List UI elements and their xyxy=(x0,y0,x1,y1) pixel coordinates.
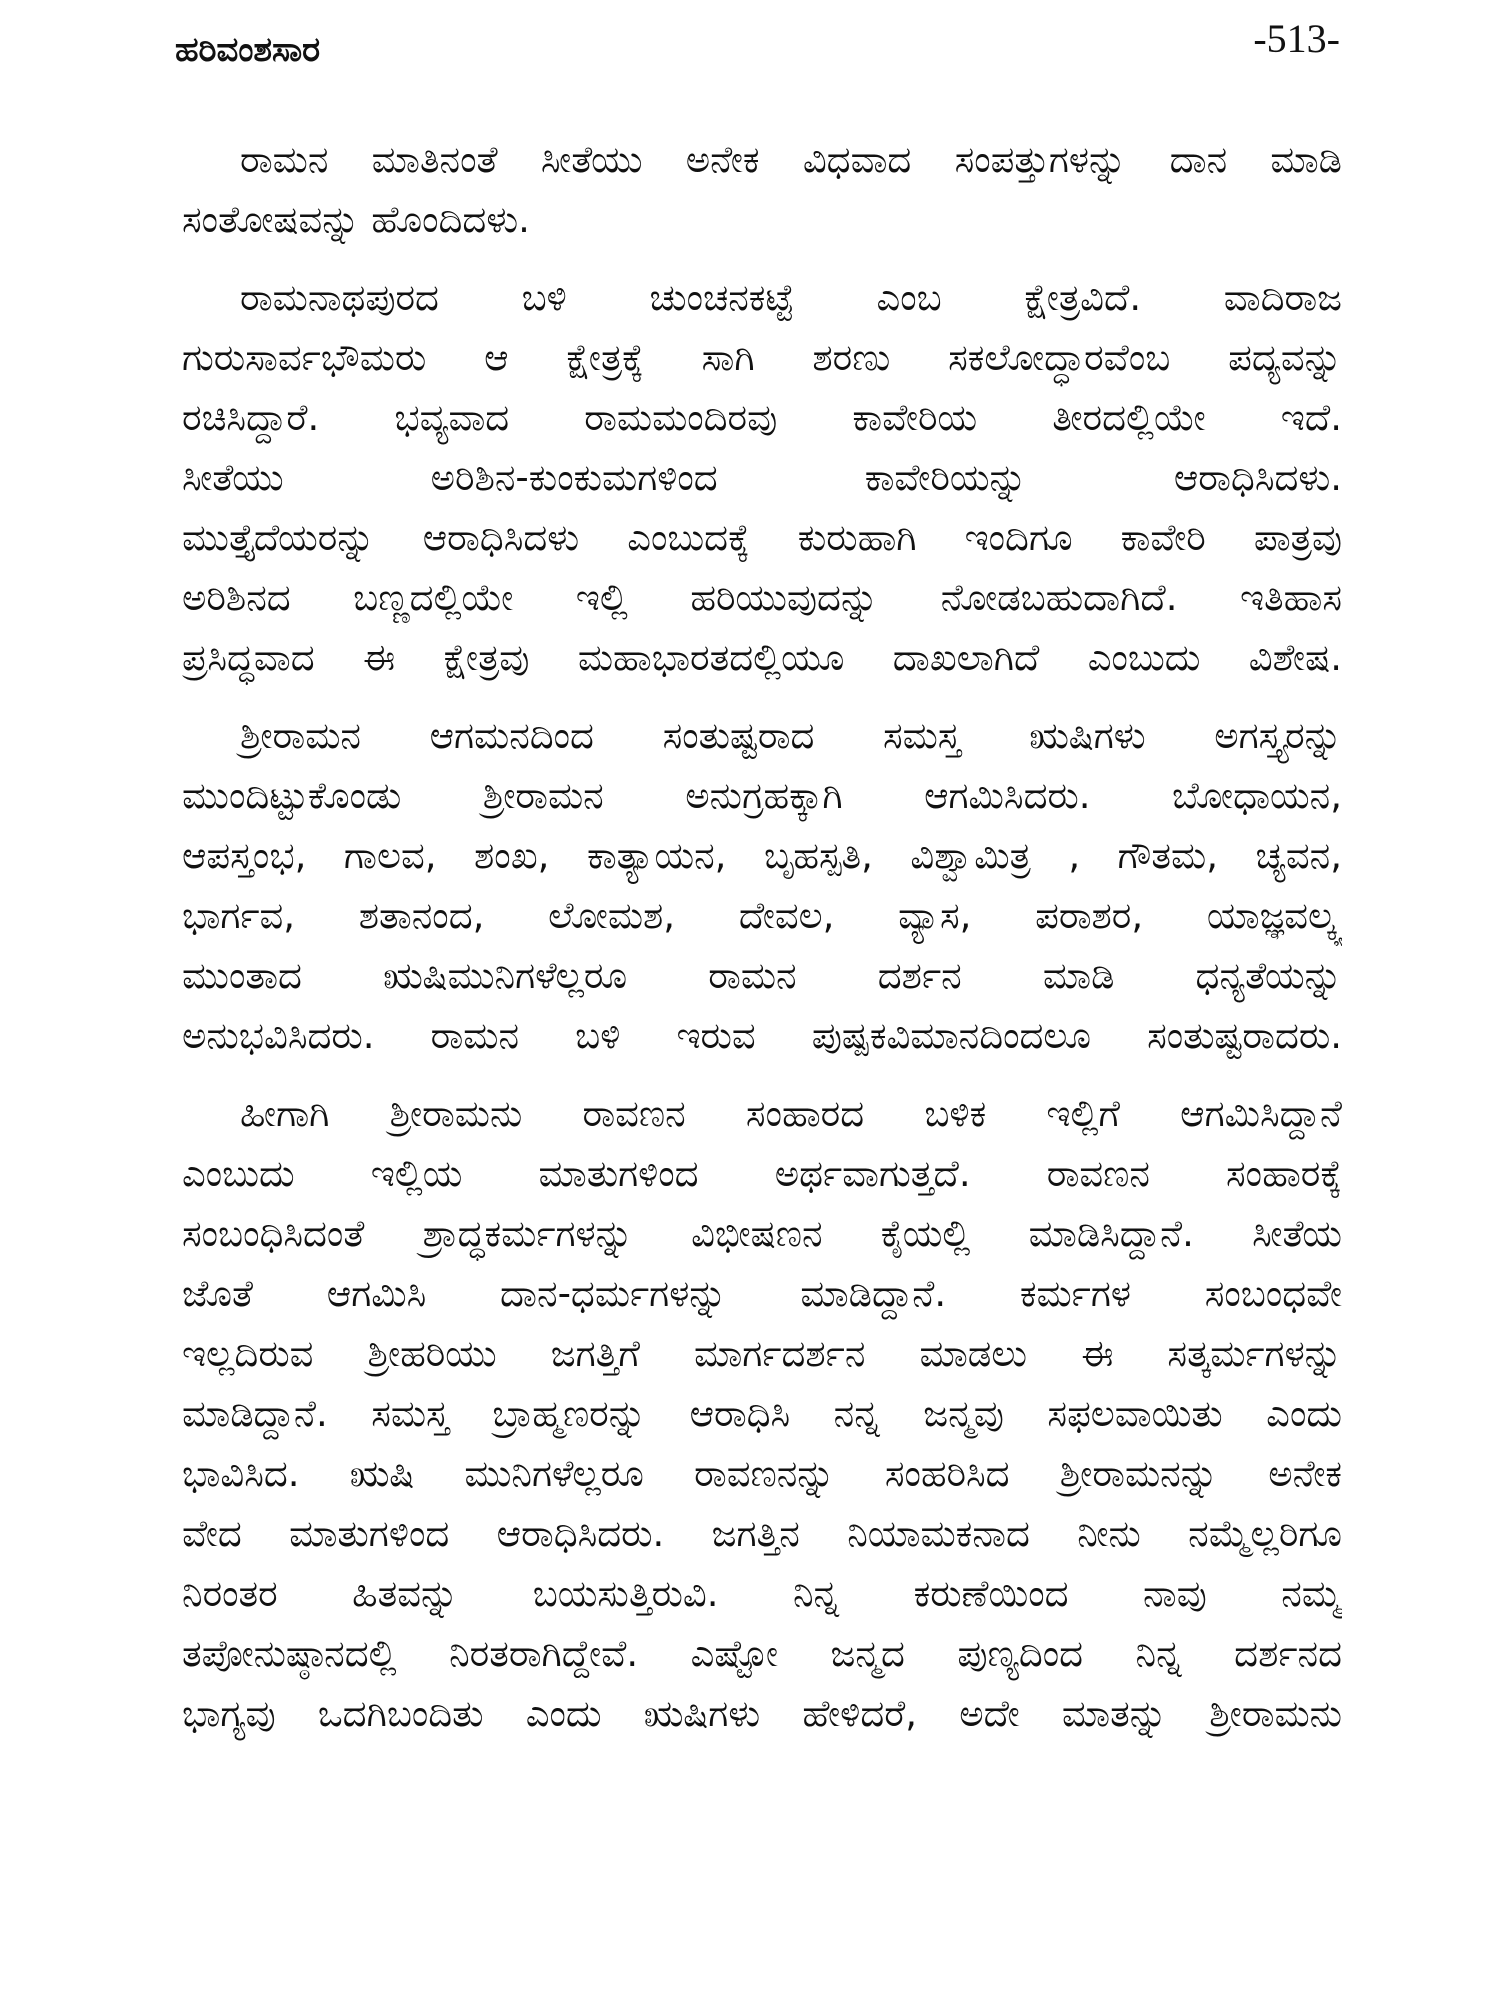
text-line: ಇಲ್ಲದಿರುವ ಶ್ರೀಹರಿಯು ಜಗತ್ತಿಗೆ ಮಾರ್ಗದರ್ಶನ ಮಾಡಲು ಈ ಸತ್ಕರ್ಮಗಳನ್ನು xyxy=(182,1332,1342,1375)
text-line: ಅನುಭವಿಸಿದರು. ರಾಮನ ಬಳಿ ಇರುವ ಪುಷ್ಪಕವಿಮಾನದಿಂದಲೂ ಸಂತುಷ್ಟರಾದರು. xyxy=(182,1014,1342,1057)
text-line: ಪ್ರಸಿದ್ಧವಾದ ಈ ಕ್ಷೇತ್ರವು ಮಹಾಭಾರತದಲ್ಲಿಯೂ ದಾಖಲಾಗಿದೆ ಎಂಬುದು ವಿಶೇಷ. xyxy=(182,636,1342,679)
text-line: ಸಂತೋಷವನ್ನು ಹೊಂದಿದಳು. xyxy=(182,198,530,241)
paragraph-1 xyxy=(182,130,1342,250)
text-line: ಎಂಬುದು ಇಲ್ಲಿಯ ಮಾತುಗಳಿಂದ ಅರ್ಥವಾಗುತ್ತದೆ. ರಾವಣನ ಸಂಹಾರಕ್ಕೆ xyxy=(182,1152,1342,1195)
text-line: ರಚಿಸಿದ್ದಾರೆ. ಭವ್ಯವಾದ ರಾಮಮಂದಿರವು ಕಾವೇರಿಯ ತೀರದಲ್ಲಿಯೇ ಇದೆ. xyxy=(182,396,1342,439)
text-line: ಭಾಗ್ಯವು ಒದಗಿಬಂದಿತು ಎಂದು ಋಷಿಗಳು ಹೇಳಿದರೆ, ಅದೇ ಮಾತನ್ನು ಶ್ರೀರಾಮನು xyxy=(182,1692,1342,1735)
body-text xyxy=(182,130,1342,1762)
text-line: ಮಾಡಿದ್ದಾನೆ. ಸಮಸ್ತ ಬ್ರಾಹ್ಮಣರನ್ನು ಆರಾಧಿಸಿ ನನ್ನ ಜನ್ಮವು ಸಫಲವಾಯಿತು ಎಂದು xyxy=(182,1392,1342,1435)
text-line: ಆಪಸ್ತಂಭ, ಗಾಲವ, ಶಂಖ, ಕಾತ್ಯಾಯನ, ಬೃಹಸ್ಪತಿ, ವಿಶ್ವಾಮಿತ್ರ , ಗೌತಮ, ಚ್ಯವನ, xyxy=(182,834,1342,877)
text-line: ಸೀತೆಯು ಅರಿಶಿನ-ಕುಂಕುಮಗಳಿಂದ ಕಾವೇರಿಯನ್ನು ಆರಾಧಿಸಿದಳು. xyxy=(182,456,1342,499)
text-line: ತಪೋನುಷ್ಠಾನದಲ್ಲಿ ನಿರತರಾಗಿದ್ದೇವೆ. ಎಷ್ಟೋ ಜನ್ಮದ ಪುಣ್ಯದಿಂದ ನಿನ್ನ ದರ್ಶನದ xyxy=(182,1632,1342,1675)
text-line: ಮುತ್ತೈದೆಯರನ್ನು ಆರಾಧಿಸಿದಳು ಎಂಬುದಕ್ಕೆ ಕುರುಹಾಗಿ ಇಂದಿಗೂ ಕಾವೇರಿ ಪಾತ್ರವು xyxy=(182,516,1342,559)
text-line: ಜೊತೆ ಆಗಮಿಸಿ ದಾನ-ಧರ್ಮಗಳನ್ನು ಮಾಡಿದ್ದಾನೆ. ಕರ್ಮಗಳ ಸಂಬಂಧವೇ xyxy=(182,1272,1342,1315)
text-line: ಭಾರ್ಗವ, ಶತಾನಂದ, ಲೋಮಶ, ದೇವಲ, ವ್ಯಾಸ, ಪರಾಶರ, ಯಾಜ್ಞವಲ್ಕ್ಯ xyxy=(182,894,1342,937)
text-line: ಭಾವಿಸಿದ. ಋಷಿ ಮುನಿಗಳೆಲ್ಲರೂ ರಾವಣನನ್ನು ಸಂಹರಿಸಿದ ಶ್ರೀರಾಮನನ್ನು ಅನೇಕ xyxy=(182,1452,1342,1495)
text-line: ಗುರುಸಾರ್ವಭೌಮರು ಆ ಕ್ಷೇತ್ರಕ್ಕೆ ಸಾಗಿ ಶರಣು ಸಕಲೋದ್ಧಾರವೆಂಬ ಪದ್ಯವನ್ನು xyxy=(182,336,1342,379)
text-line: ಸಂಬಂಧಿಸಿದಂತೆ ಶ್ರಾದ್ಧಕರ್ಮಗಳನ್ನು ವಿಭೀಷಣನ ಕೈಯಲ್ಲಿ ಮಾಡಿಸಿದ್ದಾನೆ. ಸೀತೆಯ xyxy=(182,1212,1342,1255)
text-line: ರಾಮನಾಥಪುರದ ಬಳಿ ಚುಂಚನಕಟ್ಟೆ ಎಂಬ ಕ್ಷೇತ್ರವಿದೆ. ವಾದಿರಾಜ xyxy=(240,276,1342,319)
paragraph-2 xyxy=(182,268,1342,688)
text-line: ರಾಮನ ಮಾತಿನಂತೆ ಸೀತೆಯು ಅನೇಕ ವಿಧವಾದ ಸಂಪತ್ತುಗಳನ್ನು ದಾನ ಮಾಡಿ xyxy=(240,138,1342,181)
text-line: ವೇದ ಮಾತುಗಳಿಂದ ಆರಾಧಿಸಿದರು. ಜಗತ್ತಿನ ನಿಯಾಮಕನಾದ ನೀನು ನಮ್ಮೆಲ್ಲರಿಗೂ xyxy=(182,1512,1342,1555)
text-line: ಶ್ರೀರಾಮನ ಆಗಮನದಿಂದ ಸಂತುಷ್ಟರಾದ ಸಮಸ್ತ ಋಷಿಗಳು ಅಗಸ್ತ್ಯರನ್ನು xyxy=(240,714,1342,757)
paragraph-4 xyxy=(182,1084,1342,1744)
paragraph-3 xyxy=(182,706,1342,1066)
page-number: -513- xyxy=(1253,16,1340,61)
text-line: ಮುಂತಾದ ಋಷಿಮುನಿಗಳೆಲ್ಲರೂ ರಾಮನ ದರ್ಶನ ಮಾಡಿ ಧನ್ಯತೆಯನ್ನು xyxy=(182,954,1342,997)
text-line: ನಿರಂತರ ಹಿತವನ್ನು ಬಯಸುತ್ತಿರುವಿ. ನಿನ್ನ ಕರುಣೆಯಿಂದ ನಾವು ನಮ್ಮ xyxy=(182,1572,1342,1615)
text-line: ಮುಂದಿಟ್ಟುಕೊಂಡು ಶ್ರೀರಾಮನ ಅನುಗ್ರಹಕ್ಕಾಗಿ ಆಗಮಿಸಿದರು. ಬೋಧಾಯನ, xyxy=(182,774,1342,817)
running-title: ಹರಿವಂಶಸಾರ xyxy=(175,30,321,70)
text-line: ಅರಿಶಿನದ ಬಣ್ಣದಲ್ಲಿಯೇ ಇಲ್ಲಿ ಹರಿಯುವುದನ್ನು ನೋಡಬಹುದಾಗಿದೆ. ಇತಿಹಾಸ xyxy=(182,576,1342,619)
text-line: ಹೀಗಾಗಿ ಶ್ರೀರಾಮನು ರಾವಣನ ಸಂಹಾರದ ಬಳಿಕ ಇಲ್ಲಿಗೆ ಆಗಮಿಸಿದ್ದಾನೆ xyxy=(240,1092,1342,1135)
